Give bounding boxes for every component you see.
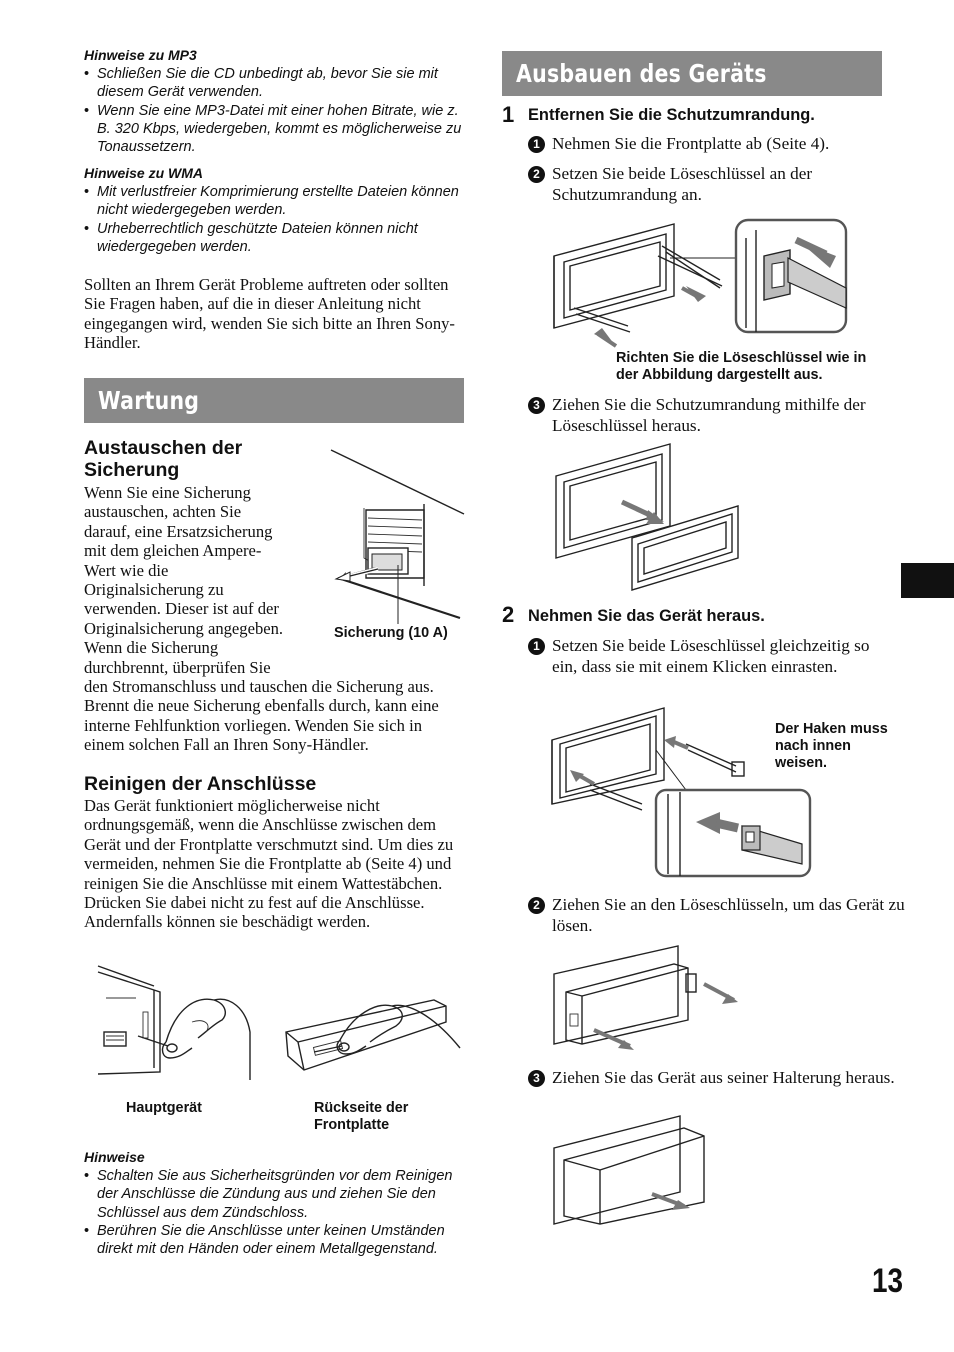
- clean-back-caption: Rückseite der Frontplatte: [314, 1100, 409, 1133]
- step2-substep-2: [528, 895, 907, 936]
- step2-remove-illustration: [552, 1114, 712, 1226]
- step1-title: Entfernen Sie die Schutzumrandung.: [528, 106, 815, 124]
- wma-notes-list: [84, 183, 464, 256]
- wma-note-item: • Urheberrechtlich geschützte Dateien können nicht wiedergegeben werden.: [84, 220, 464, 257]
- substep-text: Setzen Sie beide Löseschlüssel gleichzeitig so ein, dass sie mit einem Klicken einrasten.: [552, 636, 870, 676]
- step2-number: 2: [502, 602, 515, 627]
- clean-heading: Reinigen der Anschlüsse: [84, 773, 317, 795]
- mp3-note-item: • Schließen Sie die CD unbedingt ab, bevor Sie sie mit diesem Gerät verwenden.: [84, 65, 464, 102]
- fuse-text: Wenn Sie eine Sicherung austauschen, achten Sie darauf, eine Ersatzsicherung mit dem gleichen Ampere-Wert wie die Originalsicherung zu verwenden. Dieser ist auf der Originalsicherung angegeben. Wenn die Sicherung durchbrennt, überprüfen Sie den Stromanschluss und tauschen die Sicherung aus. Brennt die neue Sicherung ebenfalls durch, kann eine interne Fehlfunktion vorliegen. Wenden Sie sich in einem solchen Fall an Ihren Sony-Händler.: [84, 483, 439, 755]
- wma-note-item: • Mit verlustfreier Komprimierung erstellte Dateien können nicht wiedergegeben werden.: [84, 183, 464, 220]
- wartung-title: Wartung: [98, 386, 200, 415]
- substep-number-badge: 2: [528, 897, 545, 914]
- substep-number-badge: 1: [528, 136, 545, 153]
- substep-number-badge: 3: [528, 397, 545, 414]
- step2-substep-3: [528, 1068, 907, 1089]
- substep-text: Ziehen Sie an den Löseschlüsseln, um das Gerät zu lösen.: [552, 895, 905, 935]
- step1-substep-3: [528, 395, 902, 436]
- step1-keys-illustration: [550, 216, 850, 346]
- substep-text: Ziehen Sie das Gerät aus seiner Halterung heraus.: [552, 1068, 895, 1087]
- step1-keys-caption: Richten Sie die Löseschlüssel wie in der Abbildung dargestellt aus.: [616, 350, 867, 383]
- substep-number-badge: 2: [528, 166, 545, 183]
- clean-note-item: • Berühren Sie die Anschlüsse unter keinen Umständen direkt mit den Händen oder einem Metallgegenstand.: [84, 1222, 464, 1259]
- fuse-caption: Sicherung (10 A): [334, 625, 448, 641]
- clean-main-unit-illustration: [96, 962, 256, 1082]
- step2-hook-caption: Der Haken muss nach innen weisen.: [775, 721, 888, 771]
- step2-pull-illustration: [552, 944, 748, 1054]
- step1-substep-2: [528, 164, 892, 205]
- ausbauen-section-header: [502, 51, 882, 96]
- clean-main-caption: Hauptgerät: [126, 1100, 202, 1116]
- substep-text: Setzen Sie beide Löseschlüssel an der Schutzumrandung an.: [552, 164, 813, 204]
- fuse-illustration: [328, 448, 468, 628]
- mp3-note-item: • Wenn Sie eine MP3-Datei mit einer hohen Bitrate, wie z. B. 320 Kbps, wiedergeben, kommt es möglicherweise zu Tonaussetzern.: [84, 102, 464, 157]
- wma-notes-heading: Hinweise zu WMA: [84, 165, 204, 181]
- step2-substep-1: [528, 636, 892, 677]
- clean-note-item: • Schalten Sie aus Sicherheitsgründen vor dem Reinigen der Anschlüsse die Zündung aus und ziehen Sie den Schlüssel aus dem Zündschloss.: [84, 1167, 464, 1222]
- step1-frame-illustration: [552, 440, 742, 596]
- substep-text: Ziehen Sie die Schutzumrandung mithilfe der Löseschlüssel heraus.: [552, 395, 866, 435]
- step2-title: Nehmen Sie das Gerät heraus.: [528, 607, 765, 625]
- clean-paragraph: Das Gerät funktioniert möglicherweise nicht ordnungsgemäß, wenn die Anschlüsse zwischen dem Gerät und der Frontplatte verschmutzt sind. Um dies zu vermeiden, nehmen Sie die Frontplatte ab (Seite 4) und reinigen Sie die Anschlüsse mit einem Wattestäbchen. Drücken Sie dabei nicht zu fest auf die Anschlüsse. Andernfalls können sie beschädigt werden.: [84, 796, 454, 932]
- mp3-notes-heading: Hinweise zu MP3: [84, 47, 197, 63]
- fuse-heading: Austauschen der Sicherung: [84, 437, 243, 481]
- wartung-section-header: [84, 378, 464, 423]
- substep-number-badge: 1: [528, 638, 545, 655]
- clean-notes-list: [84, 1167, 464, 1258]
- ausbauen-title: Ausbauen des Geräts: [516, 59, 767, 88]
- clean-front-panel-illustration: [284, 992, 464, 1082]
- mp3-notes-list: [84, 65, 464, 156]
- page-number: 13: [872, 1262, 904, 1300]
- substep-number-badge: 3: [528, 1070, 545, 1087]
- substep-text: Nehmen Sie die Frontplatte ab (Seite 4).: [552, 134, 830, 153]
- step1-number: 1: [502, 102, 515, 127]
- clean-notes-heading: Hinweise: [84, 1149, 145, 1165]
- chapter-tab-marker: [901, 563, 954, 598]
- step1-substep-1: [528, 134, 892, 155]
- problems-paragraph: Sollten an Ihrem Gerät Probleme auftreten oder sollten Sie Fragen haben, auf die in dieser Anleitung nicht eingegangen wird, wenden Sie sich bitte an Ihren Sony-Händler.: [84, 275, 455, 353]
